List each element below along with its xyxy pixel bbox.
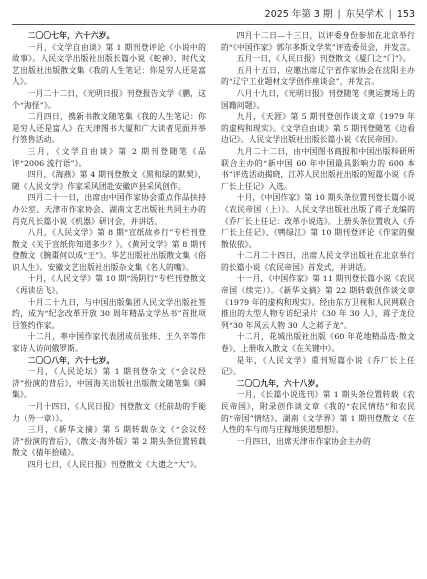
chronology-entry: 八月，《人民文学》第 8 期“宣纸故乡行”专栏刊登散文《关于宣纸你知道多少？》。《黄河文学》第 8 期刊登散文《腕棗何以成“王”》。华艺出版社出版散文集《俗识人生》。安徽文艺出版社出版杂文集《名人的嘴》。 [12, 228, 206, 272]
chronology-entry: 八月十九日，《光明日报》刊登随笔《奥运赛场上的国籍问题》。 [221, 88, 415, 110]
chronology-entry: 十一月，《中国作家》第 11 期刊登长篇小说《农民帝国（续完）》。《新华文摘》第 22 期转载创作谈文章《1979 年的虚构和现实》。经由东方卫视和人民网联合推出的大型人物专访纪录片《30 年 30 人》，蒋子龙位列“30 年风云人物 30 人之蒋子龙”。 [221, 274, 415, 330]
chronology-entry: 五月一日，《人民日报》刊登散文《厦门之“门”》。 [236, 54, 411, 64]
chronology-entry: 四月十二日—十三日，以评委身份参加在北京举行的“《中国作家》郭尔多斯文学奖”评选委员会，并发言。 [221, 31, 415, 52]
chronology-entry: 十二月二十四日，出席人民文学出版社在北京举行的长篇小说《农民帝国》首发式，并讲话。 [221, 251, 415, 272]
header-separator: | [337, 9, 341, 20]
chronology-entry: 十二月，花城出版社出版《60 年花地精品选·散文卷》，上册收入散文《在关键中》。 [221, 332, 415, 354]
chronology-entry: 四月七日，《人民日报》刊登散文《大遗之“大”》。 [27, 459, 202, 469]
page-header [12, 6, 415, 25]
chronology-entry: 三月，《文学自由谈》第 2 期刊登随笔《品评“2006 流行语”》。 [12, 146, 206, 168]
chronology-entry: 四月，《海燕》第 4 期刊登散文《黑和绿的默契》，随《人民文学》作家采风团赴安徽庐县采风创作。 [12, 170, 206, 191]
chronology-entry: 十月二十九日，与中国出版集团人民文学出版社签约，成为“纪念改革开放 30 周年精品文学丛书”首批项目签约作家。 [12, 297, 206, 330]
chronology-entry: 十二月，率中国作家代表团成员张炜、王久辛等作家诗人访问俄罗斯。 [12, 332, 206, 354]
chronology-entry: 一月十四日，《人民日报》刊登散文《托前劫的手能力（外一章）》。 [12, 402, 206, 423]
year-heading: 二〇〇七年，六十六岁。 [27, 31, 115, 40]
chronology-entry: 十月，《中国作家》第 10 期头条位置刊登长篇小说《农民帝国（上）》。人民文学出版社出版了蒋子龙编的《乔厂长上任记：改革小说选》。上册头条位置收入《乔厂长上任记》、《鸭绿江》第 10 期刊登评论《作家的聚散依依》。 [221, 193, 415, 249]
chronology-entry: 是年，《人民文学》重刊短篇小说《乔厂长上任记》。 [221, 355, 415, 377]
chronology-entry: 一月，《人民论坛》第 1 期刊登杂文《“会议经济”扮演的背后》，中国海关出版社出版散文随笔集《瞬集》。 [12, 367, 206, 400]
chronology-entry: 一月，《文学自由谈》第 1 期刊登评论《小说中的故事》。人民文学出版社出版长篇小说《蛇神》，时代文艺出版社出版散文集《我的人生笔记：你是穷人还是富人》。 [12, 42, 206, 87]
right-column [221, 30, 415, 570]
header-separator: | [388, 9, 392, 20]
chronology-entry: 二月四日，携新书散文随笔集《我的人生笔记：你是穷人还是富人》在天津图书大厦和广大读者见面并举行签售活动。 [12, 112, 206, 145]
chronology-entry: 一月，《长篇小说选刊》第 1 期头条位置转载《农民帝国》，附录创作谈文章《我的“农民情结”和农民的“帝国”情结》。湖南《文学界》第 1 期刊登散文《在人性的车与而与庄稼地狭道想想》。 [221, 390, 415, 435]
chronology-entry: 十月，《人民文学》第 10 期“汤阴行”专栏刊登散文《再读岳飞》。 [12, 274, 206, 296]
chronology-entry: 五月十五日，应邀出席辽宁省作家协会在沈阳主办的“辽宁工业题材文学创作座谈会”，并发言。 [221, 65, 415, 87]
journal-issue: 2025 年第 3 期 [264, 9, 333, 20]
year-heading: 二〇〇八年，六十七岁。 [27, 355, 115, 365]
page-number: 153 [396, 9, 415, 20]
chronology-entry: 三月，《新华文摘》第 5 期转载杂文《“会议经济”扮演的背后》，《散文·海外版》第 2 期头条位置转载散文《猜年拾碴》。 [12, 425, 206, 458]
chronology-entry: 九月二十二日，由中国图书商报和中国出版科研所联合主办的“新中国 60 年中国最具影响力的 600 本书”评选活动揭晓，江苏人民出版社出版的短篇小说《乔厂长上任记》入选。 [221, 146, 415, 191]
left-column [12, 30, 206, 570]
chronology-entry: 四月二十一日，出席由中国作家协会重点作品扶持办公室、天津市作家协会、湖南文艺出版社共同主办的肖克凡长篇小说《机器》研讨会，并讲话。 [12, 193, 206, 226]
chronology-entry: 一月四日，出席天津市作家协会主办的 [236, 436, 371, 446]
chronology-entry: 九月，《天涯》第 5 期刊登创作谈文章《1979 年的虚构和现实》。《文学自由谈》第 5 期刊登随笔《边看边记》。人民文学出版社出版长篇小说《农民帝国》。 [221, 112, 415, 145]
year-heading: 二〇〇九年，六十八岁。 [236, 378, 324, 388]
journal-name: 东吴学术 [345, 9, 384, 20]
chronology-entry: 一月二十二日，《光明日报》刊登报告文学《鹏，这个“海怪”》。 [12, 88, 206, 110]
